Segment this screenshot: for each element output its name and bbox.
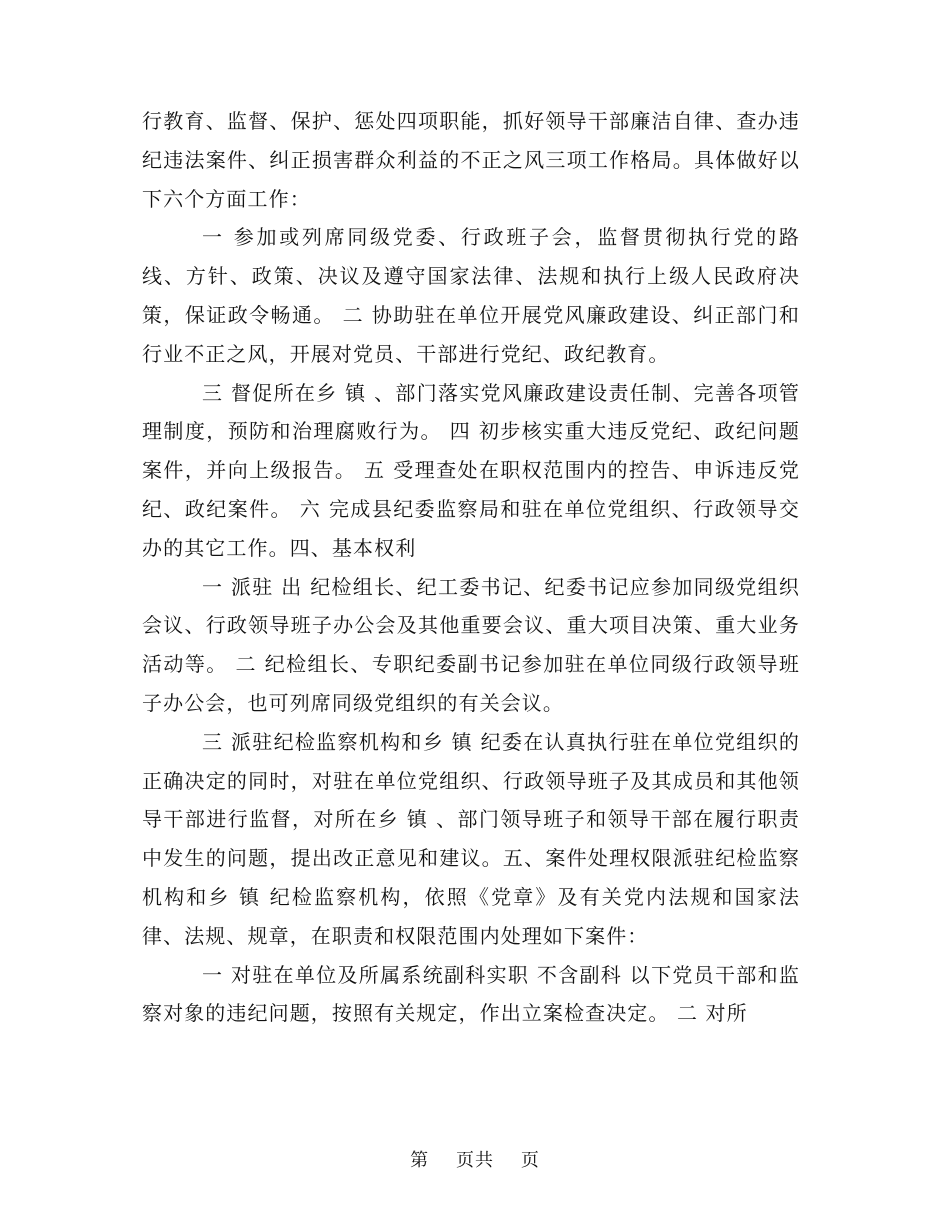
paragraph-1: 行教育、监督、保护、惩处四项职能，抓好领导干部廉洁自律、查办违纪违法案件、纠正损害群众利益的不正之风三项工作格局。具体做好以下六个方面工作： [142,109,800,211]
paragraph-4: 一 派驻 出 纪检组长、纪工委书记、纪委书记应参加同级党组织会议、行政领导班子办公会及其他重要会议、重大项目决策、重大业务活动等。 二 纪检组长、专职纪委副书记参加驻在单位同级行政领导班子办公会，也可列席同级党组织的有关会议。 [142,574,800,715]
page-footer: 第 页共 页 [410,1150,540,1171]
document-body [142,102,800,1033]
paragraph-6: 一 对驻在单位及所属系统副科实职 不含副科 以下党员干部和监察对象的违纪问题，按照有关规定，作出立案检查决定。 二 对所 [142,962,800,1026]
paragraph-2: 一 参加或列席同级党委、行政班子会，监督贯彻执行党的路线、方针、政策、决议及遵守国家法律、法规和执行上级人民政府决策，保证政令畅通。 二 协助驻在单位开展党风廉政建设、纠正部门和行业不正之风，开展对党员、干部进行党纪、政纪教育。 [142,225,800,366]
paragraph-3: 三 督促所在乡 镇 、部门落实党风廉政建设责任制、完善各项管理制度，预防和治理腐败行为。 四 初步核实重大违反党纪、政纪问题案件，并向上级报告。 五 受理查处在职权范围内的控告、申诉违反党纪、政纪案件。 六 完成县纪委监察局和驻在单位党组织、行政领导交办的其它工作。四、基本权利 [142,380,800,560]
paragraph-5: 三 派驻纪检监察机构和乡 镇 纪委在认真执行驻在单位党组织的正确决定的同时，对驻在单位党组织、行政领导班子及其成员和其他领导干部进行监督，对所在乡 镇 、部门领导班子和领导干部在履行职责中发生的问题，提出改正意见和建议。五、案件处理权限派驻纪检监察机构和乡 镇 纪检监察机构，依照《党章》及有关党内法规和国家法律、法规、规章，在职责和权限范围内处理如下案件： [142,729,800,948]
